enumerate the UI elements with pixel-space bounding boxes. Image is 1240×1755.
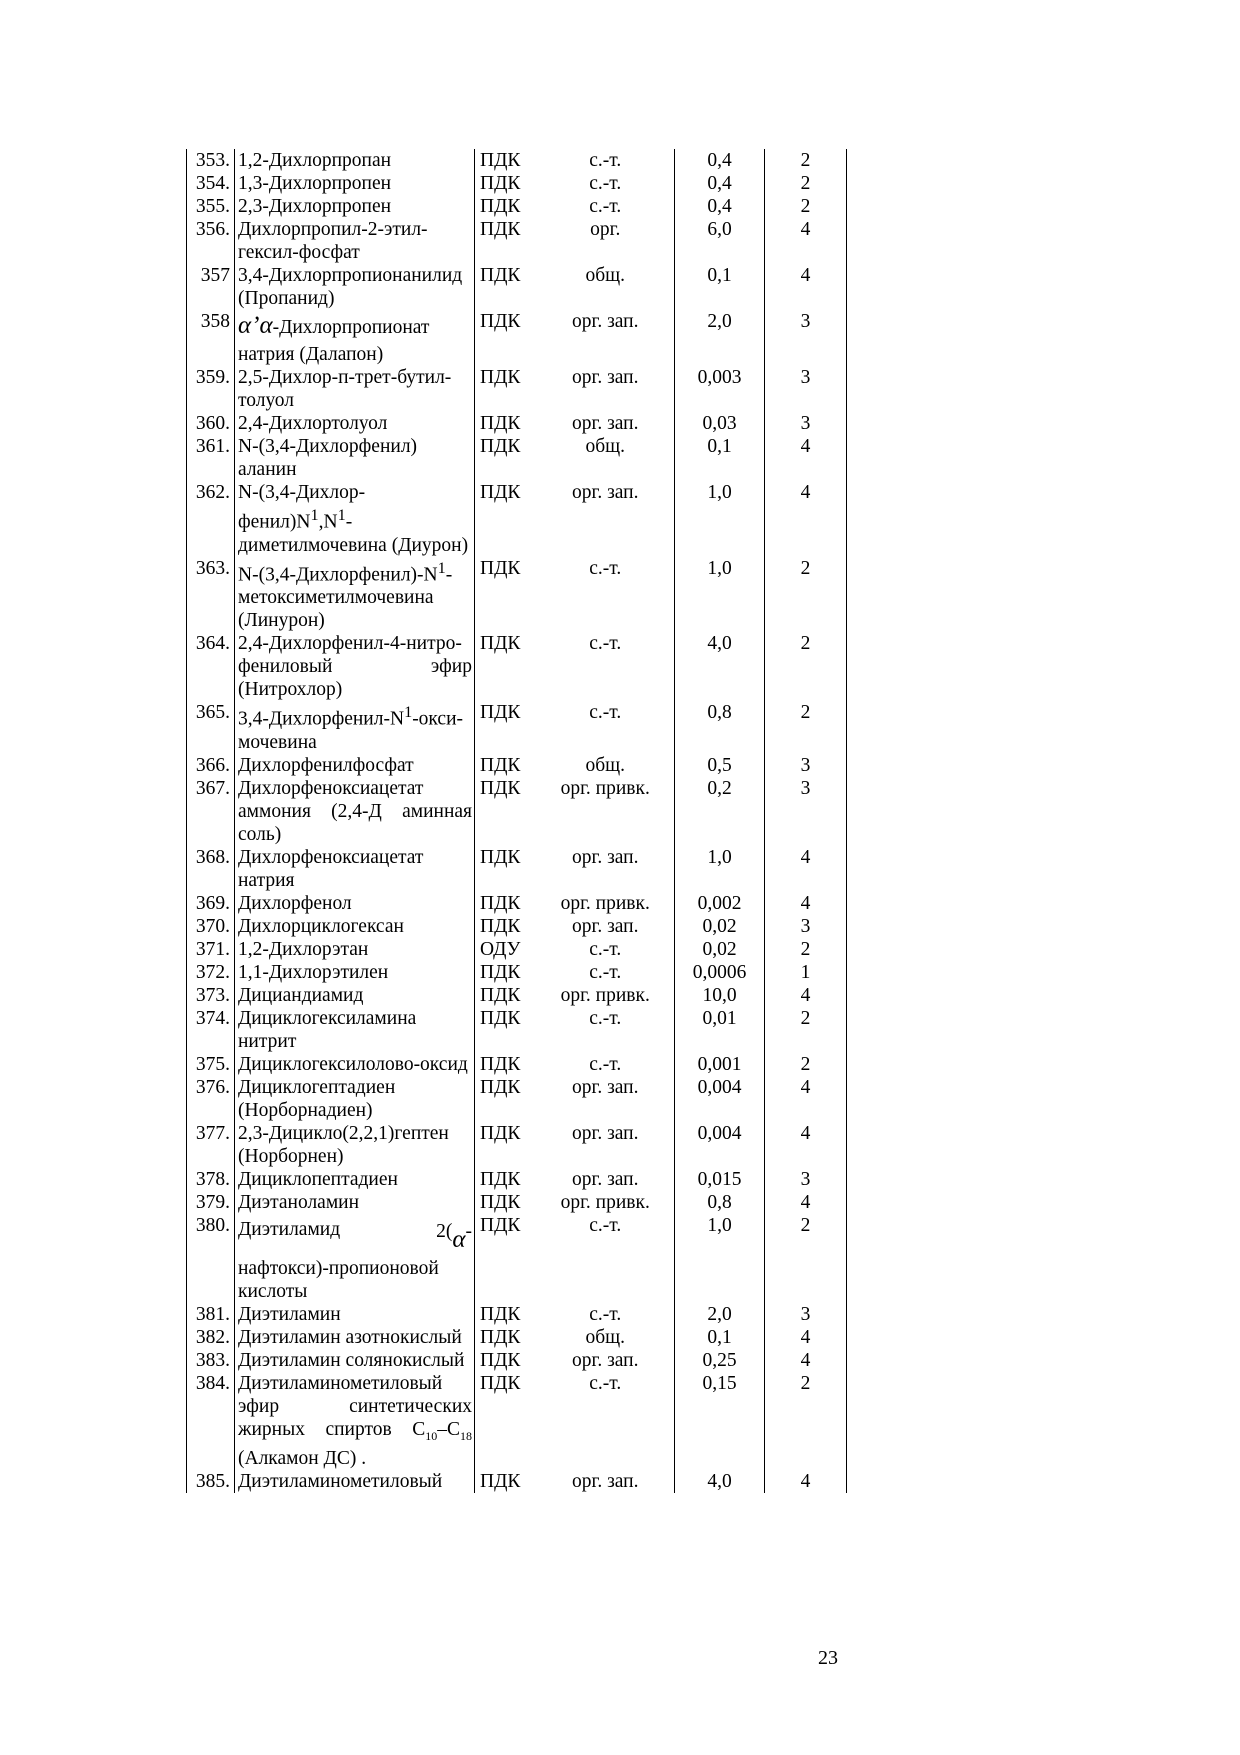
substance-name: 2,4-Дихлортолуол	[235, 412, 475, 435]
table-row	[187, 1076, 847, 1122]
substance-name: 2,3-Дихлорпропен	[235, 195, 475, 218]
table-row	[187, 846, 847, 892]
table-row	[187, 777, 847, 846]
hazard-class: 3	[765, 915, 847, 938]
limiting-indicator: орг. привк.	[560, 892, 650, 914]
row-number: 383.	[187, 1349, 235, 1372]
superscript: 1	[437, 558, 446, 577]
hazard-class: 4	[765, 1349, 847, 1372]
limiting-indicator: орг.	[590, 219, 621, 240]
substance-name: Дициклопептадиен	[235, 1168, 475, 1191]
table-row	[187, 701, 847, 754]
table-row	[187, 984, 847, 1007]
table-row	[187, 915, 847, 938]
subscript: 10	[425, 1428, 438, 1443]
limiting-indicator: с.-т.	[589, 633, 622, 654]
row-number: 362.	[187, 481, 235, 557]
limiting-indicator: орг. привк.	[560, 984, 650, 1006]
hazard-class: 3	[765, 754, 847, 777]
table-row	[187, 1168, 847, 1191]
table-row	[187, 1122, 847, 1168]
row-number: 361.	[187, 435, 235, 481]
norm-value: 1,0	[675, 1214, 765, 1303]
table-row	[187, 481, 847, 557]
substance-name: Диэтиламин солянокислый	[235, 1349, 475, 1372]
norm-type: ПДК	[475, 846, 537, 892]
norm-value: 0,0006	[675, 961, 765, 984]
table-row	[187, 632, 847, 701]
row-number: 360.	[187, 412, 235, 435]
limiting-indicator: орг. зап.	[572, 1349, 639, 1371]
substance-name	[235, 557, 475, 633]
limiting-indicator: орг. зап.	[572, 846, 639, 868]
hazard-class: 2	[765, 938, 847, 961]
row-number: 384.	[187, 1372, 235, 1471]
norm-value: 0,8	[675, 701, 765, 754]
row-number: 353.	[187, 149, 235, 172]
row-number: 364.	[187, 632, 235, 701]
norm-type: ПДК	[475, 984, 537, 1007]
norm-value: 0,004	[675, 1122, 765, 1168]
norm-value: 0,15	[675, 1372, 765, 1471]
norm-value: 1,0	[675, 846, 765, 892]
table-row	[187, 310, 847, 366]
row-number: 374.	[187, 1007, 235, 1053]
norm-value: 2,0	[675, 1303, 765, 1326]
substance-name	[235, 481, 475, 557]
limiting-indicator: общ.	[585, 1326, 626, 1348]
substance-name-part: Диэтиламинометиловый эфир синтетических жирных спиртов С	[238, 1372, 472, 1440]
hazard-class: 2	[765, 1214, 847, 1303]
substance-name-part: -окси-мочевина	[238, 708, 464, 753]
norm-type: ПДК	[475, 701, 537, 754]
substance-name: Дициандиамид	[235, 984, 475, 1007]
norm-value: 4,0	[675, 632, 765, 701]
row-number: 378.	[187, 1168, 235, 1191]
limiting-indicator: общ.	[585, 436, 626, 457]
limiting-indicator: с.-т.	[589, 557, 622, 579]
limiting-indicator: с.-т.	[589, 1007, 622, 1029]
norm-value: 0,002	[675, 892, 765, 915]
norm-value: 0,1	[675, 1326, 765, 1349]
norm-type: ПДК	[475, 218, 537, 264]
norm-value: 1,0	[675, 481, 765, 557]
norm-type: ПДК	[475, 195, 537, 218]
norm-type: ПДК	[475, 915, 537, 938]
norm-type: ПДК	[475, 149, 537, 172]
limiting-indicator: с.-т.	[589, 938, 622, 960]
substance-name-part: -метоксиметилмочевина (Линурон)	[238, 564, 453, 631]
substance-name: Дициклогексиламина нитрит	[235, 1007, 475, 1053]
table-row	[187, 1303, 847, 1326]
limiting-indicator: орг. зап.	[572, 1122, 639, 1144]
substance-name: Диэтиламин	[235, 1303, 475, 1326]
norm-value: 0,01	[675, 1007, 765, 1053]
table-row	[187, 892, 847, 915]
hazard-class: 2	[765, 557, 847, 633]
norm-value: 4,0	[675, 1470, 765, 1493]
greek-alpha-symbol: α’α	[238, 312, 273, 339]
norm-value: 0,03	[675, 412, 765, 435]
norm-type: ПДК	[475, 1191, 537, 1214]
substance-name-part: N-(3,4-Дихлор-фенил)N	[238, 482, 366, 533]
substance-name: Дихлорфенилфосфат	[235, 754, 475, 777]
norm-type: ПДК	[475, 1122, 537, 1168]
row-number: 372.	[187, 961, 235, 984]
superscript: 1	[310, 506, 319, 524]
substance-name: Дихлорфеноксиацетат аммония (2,4-Д аминная соль)	[235, 777, 475, 846]
limiting-indicator: орг. зап.	[572, 1076, 639, 1098]
row-number: 358	[187, 310, 235, 366]
row-number: 370.	[187, 915, 235, 938]
row-number: 359.	[187, 366, 235, 412]
row-number: 381.	[187, 1303, 235, 1326]
row-number: 366.	[187, 754, 235, 777]
norm-type: ПДК	[475, 1053, 537, 1076]
limiting-indicator: орг. зап.	[572, 1168, 639, 1190]
limiting-indicator: орг. зап.	[572, 311, 639, 332]
substance-name-part: -диметилмочевина (Диурон)	[238, 511, 469, 556]
substance-name-part: N-(3,4-Дихлорфенил)-N	[238, 564, 438, 585]
page-number: 23	[818, 1647, 838, 1669]
hazard-class: 3	[765, 366, 847, 412]
norm-type: ПДК	[475, 1076, 537, 1122]
substance-name: Дихлорфеноксиацетат натрия	[235, 846, 475, 892]
hazard-class: 4	[765, 481, 847, 557]
limiting-indicator: с.-т.	[589, 173, 622, 194]
norm-value: 0,5	[675, 754, 765, 777]
limiting-indicator: орг. привк.	[560, 1191, 650, 1213]
norm-value: 0,004	[675, 1076, 765, 1122]
norm-type: ОДУ	[475, 938, 537, 961]
norm-type: ПДК	[475, 1470, 537, 1493]
row-number: 382.	[187, 1326, 235, 1349]
row-number: 385.	[187, 1470, 235, 1493]
norm-value: 0,25	[675, 1349, 765, 1372]
norm-type: ПДК	[475, 1349, 537, 1372]
hazard-class: 2	[765, 632, 847, 701]
table-row	[187, 1326, 847, 1349]
norm-value: 0,015	[675, 1168, 765, 1191]
norm-value: 0,8	[675, 1191, 765, 1214]
norm-type: ПДК	[475, 435, 537, 481]
row-number: 375.	[187, 1053, 235, 1076]
norm-type: ПДК	[475, 1303, 537, 1326]
substance-name: Диэтаноламин	[235, 1191, 475, 1214]
table-row	[187, 557, 847, 633]
hazard-class: 4	[765, 846, 847, 892]
hazard-class: 4	[765, 435, 847, 481]
limiting-indicator: с.-т.	[589, 1053, 622, 1075]
substance-name	[235, 1372, 475, 1471]
limiting-indicator: с.-т.	[589, 150, 622, 171]
norm-type: ПДК	[475, 754, 537, 777]
hazard-class: 2	[765, 1053, 847, 1076]
row-number: 380.	[187, 1214, 235, 1303]
table-row	[187, 938, 847, 961]
norm-type: ПДК	[475, 172, 537, 195]
norm-type: ПДК	[475, 1168, 537, 1191]
substances-table	[186, 149, 847, 1493]
hazard-class: 4	[765, 1191, 847, 1214]
table-row	[187, 149, 847, 172]
row-number: 354.	[187, 172, 235, 195]
row-number: 363.	[187, 557, 235, 633]
substance-name: 2,4-Дихлорфенил-4-нитро-фениловый эфир (Нитрохлор)	[235, 632, 475, 701]
hazard-class: 4	[765, 1076, 847, 1122]
substance-name-part: 3,4-Дихлорфенил-N	[238, 708, 405, 730]
limiting-indicator: орг. привк.	[560, 777, 650, 799]
norm-value: 0,02	[675, 915, 765, 938]
substance-name: 1,3-Дихлорпропен	[235, 172, 475, 195]
row-number: 376.	[187, 1076, 235, 1122]
limiting-indicator: с.-т.	[589, 1214, 622, 1236]
substance-name: N-(3,4-Дихлорфенил) аланин	[235, 435, 475, 481]
substances-table-container	[186, 149, 846, 1493]
table-row	[187, 366, 847, 412]
norm-type: ПДК	[475, 557, 537, 633]
table-row	[187, 1007, 847, 1053]
table-row	[187, 1372, 847, 1471]
norm-type: ПДК	[475, 264, 537, 310]
substance-name: Дициклогептадиен (Норборнадиен)	[235, 1076, 475, 1122]
substance-name: Дихлорциклогексан	[235, 915, 475, 938]
table-row	[187, 195, 847, 218]
hazard-class: 3	[765, 1168, 847, 1191]
table-row	[187, 1191, 847, 1214]
hazard-class: 3	[765, 310, 847, 366]
substance-name	[235, 310, 475, 366]
limiting-indicator: общ.	[585, 265, 626, 286]
hazard-class: 2	[765, 1007, 847, 1053]
norm-value: 0,4	[675, 195, 765, 218]
row-number: 371.	[187, 938, 235, 961]
limiting-indicator: с.-т.	[589, 1372, 622, 1394]
norm-value: 0,1	[675, 264, 765, 310]
substance-name-part: -Дихлорпропионат	[272, 317, 430, 338]
hazard-class: 4	[765, 984, 847, 1007]
norm-type: ПДК	[475, 961, 537, 984]
table-row	[187, 754, 847, 777]
substance-name-part: (Алкамон ДС) .	[238, 1448, 367, 1470]
limiting-indicator: орг. зап.	[572, 915, 639, 937]
hazard-class: 2	[765, 195, 847, 218]
row-number: 373.	[187, 984, 235, 1007]
norm-type: ПДК	[475, 412, 537, 435]
substance-name: 1,2-Дихлорпропан	[235, 149, 475, 172]
greek-alpha-symbol: α	[452, 1225, 466, 1253]
table-row	[187, 1470, 847, 1493]
norm-type: ПДК	[475, 366, 537, 412]
hazard-class: 2	[765, 1372, 847, 1471]
row-number: 367.	[187, 777, 235, 846]
norm-value: 10,0	[675, 984, 765, 1007]
superscript: 1	[337, 506, 346, 524]
row-number: 365.	[187, 701, 235, 754]
limiting-indicator: с.-т.	[589, 196, 622, 217]
substance-name: 3,4-Дихлорпропионанилид (Пропанид)	[235, 264, 475, 310]
limiting-indicator: орг. зап.	[572, 482, 639, 503]
norm-value: 0,003	[675, 366, 765, 412]
substance-name-part: -	[465, 1220, 472, 1242]
norm-value: 0,02	[675, 938, 765, 961]
norm-value: 0,4	[675, 149, 765, 172]
table-row	[187, 1214, 847, 1303]
substance-name	[235, 701, 475, 754]
row-number: 368.	[187, 846, 235, 892]
subscript: 18	[460, 1428, 472, 1443]
row-number: 357	[187, 264, 235, 310]
norm-value: 0,4	[675, 172, 765, 195]
row-number: 356.	[187, 218, 235, 264]
substance-name	[235, 1214, 475, 1303]
limiting-indicator: орг. зап.	[572, 413, 639, 434]
substance-name: 1,1-Дихлорэтилен	[235, 961, 475, 984]
hazard-class: 3	[765, 777, 847, 846]
limiting-indicator: с.-т.	[589, 1303, 622, 1325]
norm-type: ПДК	[475, 310, 537, 366]
substance-name: 1,2-Дихлорэтан	[235, 938, 475, 961]
table-row	[187, 412, 847, 435]
norm-value: 0,2	[675, 777, 765, 846]
hazard-class: 4	[765, 1326, 847, 1349]
hazard-class: 3	[765, 412, 847, 435]
norm-value: 0,001	[675, 1053, 765, 1076]
norm-type: ПДК	[475, 1372, 537, 1471]
table-row	[187, 264, 847, 310]
table-row	[187, 218, 847, 264]
norm-type: ПДК	[475, 632, 537, 701]
table-row	[187, 1349, 847, 1372]
hazard-class: 2	[765, 149, 847, 172]
hazard-class: 4	[765, 1470, 847, 1493]
substance-name: 2,5-Дихлор-п-трет-бутил-толуол	[235, 366, 475, 412]
table-row	[187, 172, 847, 195]
substance-name: Диэтиламинометиловый	[235, 1470, 475, 1493]
substance-name-part: натрия (Далапон)	[238, 344, 384, 365]
hazard-class: 1	[765, 961, 847, 984]
row-number: 379.	[187, 1191, 235, 1214]
substance-name-part: –С	[437, 1418, 460, 1440]
hazard-class: 2	[765, 701, 847, 754]
row-number: 377.	[187, 1122, 235, 1168]
norm-value: 6,0	[675, 218, 765, 264]
substance-name: Дихлорфенол	[235, 892, 475, 915]
norm-type: ПДК	[475, 1007, 537, 1053]
limiting-indicator: с.-т.	[589, 961, 622, 983]
hazard-class: 2	[765, 172, 847, 195]
limiting-indicator: с.-т.	[589, 702, 622, 723]
substance-name-part: Диэтиламид	[238, 1218, 341, 1240]
hazard-class: 4	[765, 892, 847, 915]
hazard-class: 4	[765, 264, 847, 310]
table-row	[187, 1053, 847, 1076]
norm-type: ПДК	[475, 1214, 537, 1303]
limiting-indicator: общ.	[585, 754, 626, 776]
norm-type: ПДК	[475, 892, 537, 915]
substance-name: 2,3-Дицикло(2,2,1)гептен (Норборнен)	[235, 1122, 475, 1168]
limiting-indicator: орг. зап.	[572, 1471, 639, 1493]
table-row	[187, 435, 847, 481]
norm-value: 0,1	[675, 435, 765, 481]
substance-name: Дициклогексилолово-оксид	[235, 1053, 475, 1076]
hazard-class: 4	[765, 218, 847, 264]
substance-name-part: нафтокси)-пропионовой кислоты	[238, 1257, 439, 1302]
substance-name-part: 2(	[436, 1220, 453, 1242]
norm-type: ПДК	[475, 777, 537, 846]
norm-type: ПДК	[475, 481, 537, 557]
table-row	[187, 961, 847, 984]
substance-name: Дихлорпропил-2-этил-гексил-фосфат	[235, 218, 475, 264]
hazard-class: 3	[765, 1303, 847, 1326]
substance-name-part: ,N	[318, 511, 338, 533]
norm-type: ПДК	[475, 1326, 537, 1349]
hazard-class: 4	[765, 1122, 847, 1168]
substance-name: Диэтиламин азотнокислый	[235, 1326, 475, 1349]
norm-value: 1,0	[675, 557, 765, 633]
row-number: 369.	[187, 892, 235, 915]
norm-value: 2,0	[675, 310, 765, 366]
limiting-indicator: орг. зап.	[572, 367, 639, 388]
row-number: 355.	[187, 195, 235, 218]
superscript: 1	[404, 703, 413, 721]
